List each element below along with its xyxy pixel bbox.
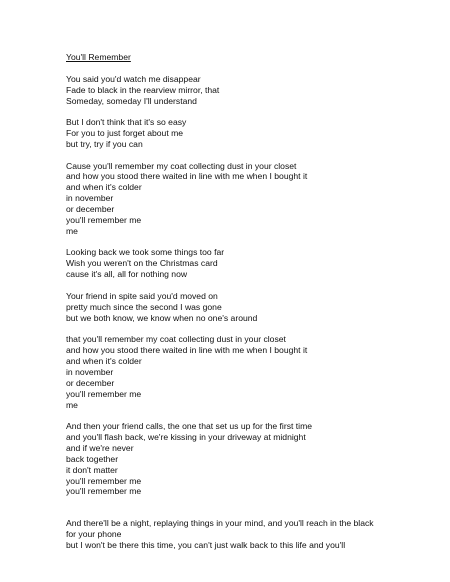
lyric-line: it don't matter [66,464,118,475]
document-page [66,52,436,562]
lyric-line: you'll remember me [66,475,142,486]
lyric-line: Someday, someday I'll understand [66,95,197,106]
lyric-line: cause it's all, all for nothing now [66,269,188,280]
lyric-line: but I won't be there this time, you can't just walk back to this life and you'll [66,540,346,551]
lyric-line: or december [66,377,115,388]
lyric-line: you'll remember me [66,388,142,399]
stanza-6 [66,334,436,410]
lyric-line: Looking back we took some things too far [66,247,225,258]
lyric-line: for your phone [66,529,122,540]
stanza-2 [66,117,436,150]
stanza-5 [66,291,436,324]
lyric-line: or december [66,204,115,215]
lyric-line: and how you stood there waited in line with me when I bought it [66,345,308,355]
lyric-line: and you'll flash back, we're kissing in your driveway at midnight [66,431,306,442]
lyric-line: And then your friend calls, the one that set us up for the first time [66,421,313,432]
lyric-line: For you to just forget about me [66,128,184,139]
lyric-line: but we both know, we know when no one's around [66,312,258,323]
lyric-line: And there'll be a night, replaying things in your mind, and you'll reach in the black [66,518,374,529]
lyric-line: You said you'd watch me disappear [66,73,201,84]
lyric-line: and when it's colder [66,355,142,366]
stanza-7 [66,421,436,497]
lyric-line: Wish you weren't on the Christmas card [66,258,218,269]
lyric-line: and when it's colder [66,182,142,193]
lyric-line: back together [66,453,119,464]
lyric-line: Cause you'll remember my coat collecting dust in your closet [66,160,297,171]
lyric-line: that you'll remember my coat collecting dust in your closet [66,334,286,345]
lyric-line: you'll remember me [66,215,142,226]
lyric-line: and how you stood there waited in line with me when I bought it [66,171,308,182]
stanza-1 [66,74,436,107]
lyric-line: But I don't think that it's so easy [66,117,187,128]
stanza-3 [66,161,436,237]
lyric-line: Fade to black in the rearview mirror, that [66,84,220,95]
stanza-8 [66,518,436,551]
lyric-line: you'll remember me [66,486,142,497]
stanza-4 [66,247,436,280]
lyric-line: me [66,399,78,410]
song-title: You'll Remember [66,52,131,62]
lyric-line: pretty much since the second I was gone [66,301,222,312]
lyric-line: but try, try if you can [66,139,143,150]
lyric-line: me [66,225,78,236]
lyric-line: in november [66,193,114,204]
lyric-line: in november [66,366,114,377]
lyric-line: Your friend in spite said you'd moved on [66,290,218,301]
lyric-line: and if we're never [66,442,134,453]
